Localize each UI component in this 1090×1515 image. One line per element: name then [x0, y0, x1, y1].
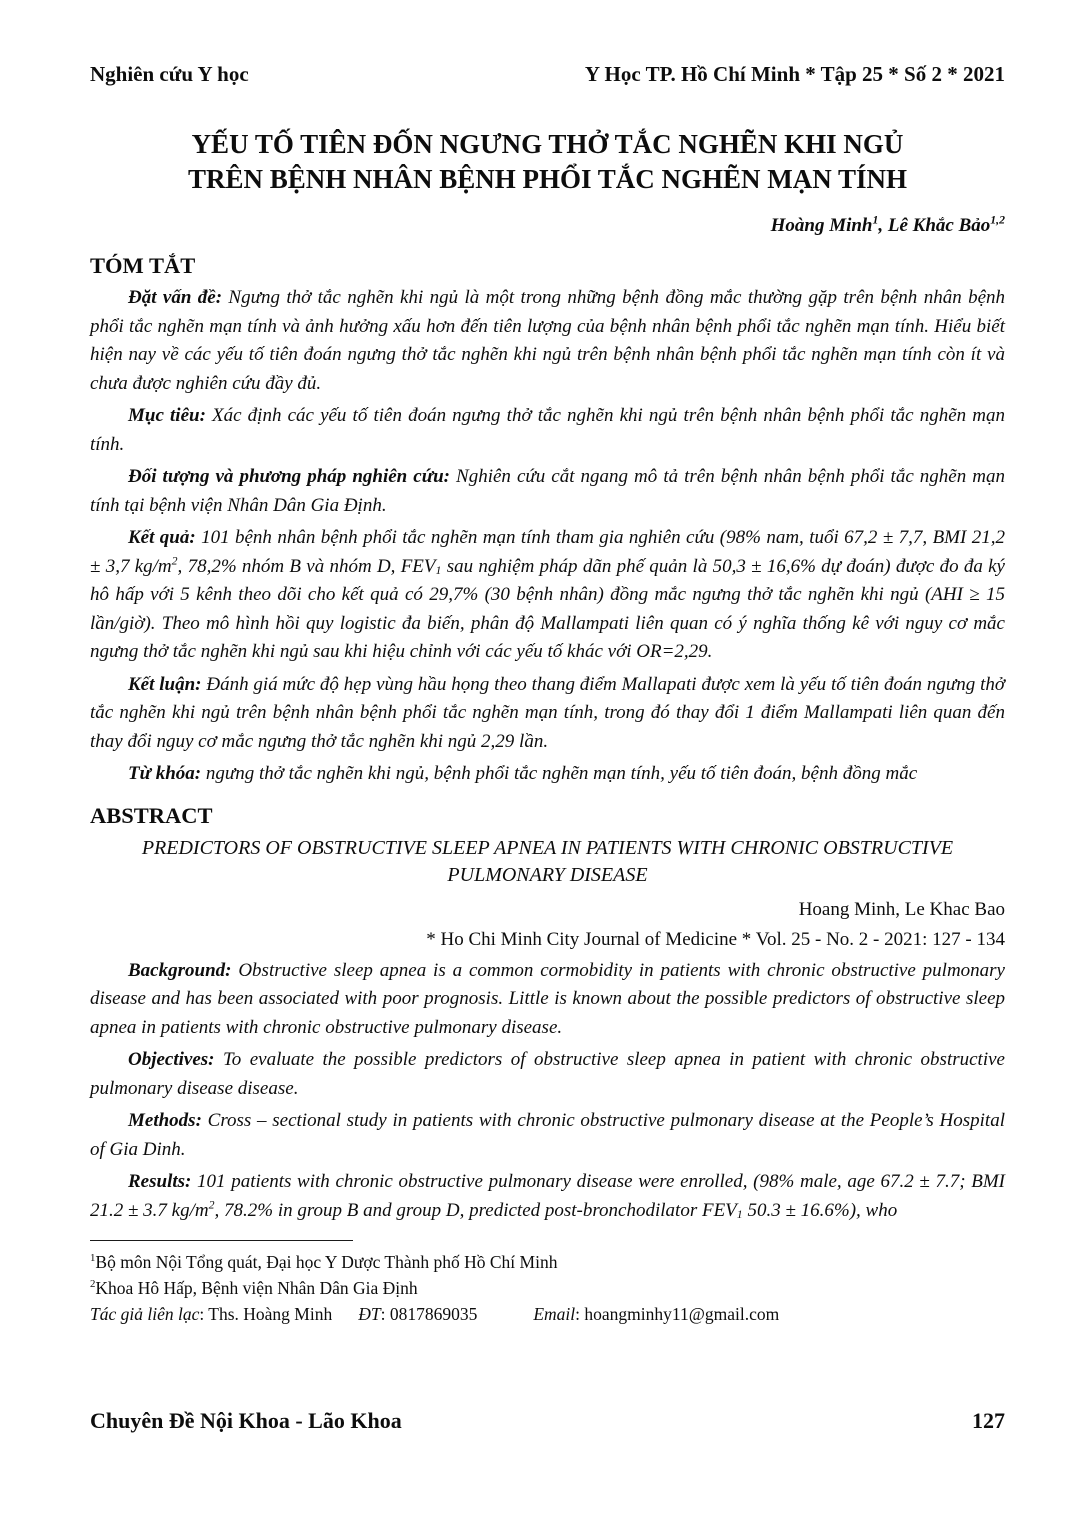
paragraph-label: Background: — [128, 959, 232, 981]
abstract-en-title-line1: PREDICTORS OF OBSTRUCTIVE SLEEP APNEA IN PATIENTS WITH CHRONIC OBSTRUCTIVE — [141, 836, 954, 859]
email-label: Email — [533, 1304, 576, 1325]
affiliation-1-text: Bộ môn Nội Tổng quát, Đại học Y Dược Thành phố Hồ Chí Minh — [95, 1252, 558, 1273]
footnote-separator-rule — [90, 1240, 353, 1241]
footnotes-block — [90, 1249, 1005, 1327]
footer-section-title: Chuyên Đề Nội Khoa - Lão Khoa — [90, 1408, 402, 1433]
paragraph-ket-qua — [90, 524, 1005, 667]
abstract-en-title-line2: PULMONARY DISEASE — [447, 863, 648, 886]
paragraph-text: , 78,2% nhóm B và nhóm D, FEV — [177, 555, 436, 577]
paragraph-text: Obstructive sleep apnea is a common cormobidity in patients with chronic obstructive pulmonary disease and has been associated with poor prognosis. Little is known about the possible predictors of obstructive sleep apnea in patients with chronic obstructive pulmonary disease. — [90, 959, 1005, 1038]
paragraph-text: Ngưng thở tắc nghẽn khi ngủ là một trong những bệnh đồng mắc thường gặp trên bệnh nhân bệnh phổi tắc nghẽn mạn tính và ảnh hưởng xấu hơn đến tiên lượng của bệnh nhân bệnh phổi tắc nghẽn mạn tính. Hiểu biết hiện nay về các yếu tố tiên đoán ngưng thở tắc nghẽn khi ngủ trên bệnh nhân bệnh phổi tắc nghẽn mạn tính còn ít và chưa được nghiên cứu đầy đủ. — [90, 287, 1006, 394]
article-title — [90, 127, 1005, 197]
contact-label: Tác giả liên lạc — [90, 1304, 200, 1325]
paragraph-label: Kết luận: — [128, 673, 202, 695]
paragraph-muc-tieu — [90, 402, 1005, 459]
author-2-affiliation-sup: 1,2 — [990, 213, 1005, 227]
email-address: : hoangminhy11@gmail.com — [575, 1304, 780, 1325]
affiliation-1-sup: 1 — [90, 1252, 96, 1265]
paragraph-tu-khoa — [90, 760, 1005, 789]
phone-number: : 0817869035 — [380, 1304, 478, 1325]
article-title-line1: YẾU TỐ TIÊN ĐỐN NGƯNG THỞ TẮC NGHẼN KHI NGỦ — [191, 129, 904, 160]
paragraph-methods — [90, 1107, 1005, 1164]
contact-name: : Ths. Hoàng Minh — [199, 1304, 333, 1325]
author-1: Hoàng Minh — [770, 215, 873, 237]
header-journal-citation: Y Học TP. Hồ Chí Minh * Tập 25 * Số 2 * 2021 — [584, 62, 1005, 86]
page-header — [90, 62, 1005, 87]
header-section-label: Nghiên cứu Y học — [90, 62, 249, 86]
affiliation-1 — [90, 1249, 1005, 1275]
journal-reference-line: * Ho Chi Minh City Journal of Medicine * Vol. 25 - No. 2 - 2021: 127 - 134 — [426, 928, 1005, 950]
paragraph-text: 50.3 ± 16.6%), who — [742, 1199, 898, 1221]
paragraph-label: Từ khóa: — [128, 763, 202, 785]
paragraph-dat-van-de — [90, 284, 1005, 398]
page-footer — [90, 1408, 1005, 1434]
paragraph-label: Objectives: — [128, 1049, 215, 1071]
unit-superscript: 2 — [171, 554, 178, 568]
paragraph-text: Cross – sectional study in patients with chronic obstructive pulmonary disease at the People’s Hospital of Gia Dinh. — [90, 1110, 1005, 1160]
keywords-text: ngưng thở tắc nghẽn khi ngủ, bệnh phổi tắc nghẽn mạn tính, yếu tố tiên đoán, bệnh đồng mắc — [201, 763, 918, 785]
abstract-en-heading: ABSTRACT — [90, 802, 213, 828]
unit-superscript: 2 — [208, 1198, 215, 1212]
corresponding-author-line — [90, 1301, 1005, 1327]
affiliation-2-text: Khoa Hô Hấp, Bệnh viện Nhân Dân Gia Định — [95, 1278, 418, 1299]
paragraph-doi-tuong — [90, 463, 1005, 520]
paragraph-label: Đối tượng và phương pháp nghiên cứu: — [128, 466, 450, 488]
paragraph-text: To evaluate the possible predictors of obstructive sleep apnea in patient with chronic obstructive pulmonary disease disease. — [90, 1049, 1005, 1099]
authors-en-line: Hoang Minh, Le Khac Bao — [798, 898, 1005, 920]
paragraph-ket-luan — [90, 671, 1005, 757]
fev-subscript: 1 — [736, 1208, 743, 1222]
abstract-vi-heading: TÓM TẮT — [90, 253, 196, 279]
paragraph-text: Nghiên cứu cắt ngang mô tả trên bệnh nhân bệnh phổi tắc nghẽn mạn tính tại bệnh viện Nhân Dân Gia Định. — [90, 466, 1005, 516]
author-2: Lê Khắc Bảo — [887, 215, 991, 237]
paragraph-results — [90, 1168, 1005, 1225]
fev-subscript: 1 — [435, 564, 442, 578]
paragraph-text: Xác định các yếu tố tiên đoán ngưng thở tắc nghẽn khi ngủ trên bệnh nhân bệnh phổi tắc nghẽn mạn tính. — [90, 405, 1006, 455]
authors-line — [90, 213, 1005, 239]
author-1-affiliation-sup: 1 — [872, 213, 879, 227]
paragraph-text: Đánh giá mức độ hẹp vùng hầu họng theo thang điểm Mallapati được xem là yếu tố tiên đoán ngưng thở tắc nghẽn khi ngủ trên bệnh nhân bệnh phổi tắc nghẽn mạn tính, trong đó thay đổi 1 điểm Mallampati liên quan đến thay đổi nguy cơ mắc ngưng thở tắc nghẽn khi ngủ 2,29 lần. — [90, 673, 1005, 752]
paragraph-label: Methods: — [128, 1110, 202, 1132]
paragraph-text: 101 bệnh nhân bệnh phổi tắc nghẽn mạn tính tham gia nghiên cứu (98% nam, tuổi 67,2 ± 7,7, BMI 21,2 ± 3,7 kg/m — [90, 527, 1005, 577]
paragraph-text: 101 patients with chronic obstructive pulmonary disease were enrolled, (98% male, age 67.2 ± 7.7; BMI 21.2 ± 3.7 kg/m — [90, 1171, 1005, 1221]
paragraph-label: Mục tiêu: — [128, 405, 206, 427]
abstract-en-title — [90, 835, 1005, 889]
phone-label: ĐT — [358, 1304, 381, 1325]
paragraph-background — [90, 957, 1005, 1043]
author-separator: , — [878, 215, 888, 237]
paragraph-label: Đặt vấn đề: — [128, 287, 223, 309]
affiliation-2 — [90, 1275, 1005, 1301]
article-title-line2: TRÊN BỆNH NHÂN BỆNH PHỔI TẮC NGHẼN MẠN TÍNH — [187, 164, 908, 195]
paragraph-text: , 78.2% in group B and group D, predicted post-bronchodilator FEV — [214, 1199, 737, 1221]
page-number: 127 — [972, 1408, 1005, 1433]
affiliation-2-sup: 2 — [90, 1278, 96, 1291]
paragraph-label: Results: — [128, 1171, 192, 1193]
paragraph-text: sau nghiệm pháp dãn phế quản là 50,3 ± 16,6% dự đoán) được đo đa ký hô hấp với 5 kênh theo dõi cho kết quả có 29,7% (30 bệnh nhân) đồng mắc ngưng thở tắc nghẽn khi ngủ (AHI ≥ 15 lần/giờ). Theo mô hình hồi quy logistic đa biến, phân độ Mallampati liên quan có ý nghĩa thống kê với nguy cơ mắc ngưng thở tắc nghẽn khi ngủ sau khi hiệu chỉnh với các yếu tố khác với OR=2,29. — [90, 555, 1005, 663]
paragraph-objectives — [90, 1046, 1005, 1103]
paragraph-label: Kết quả: — [128, 527, 196, 549]
